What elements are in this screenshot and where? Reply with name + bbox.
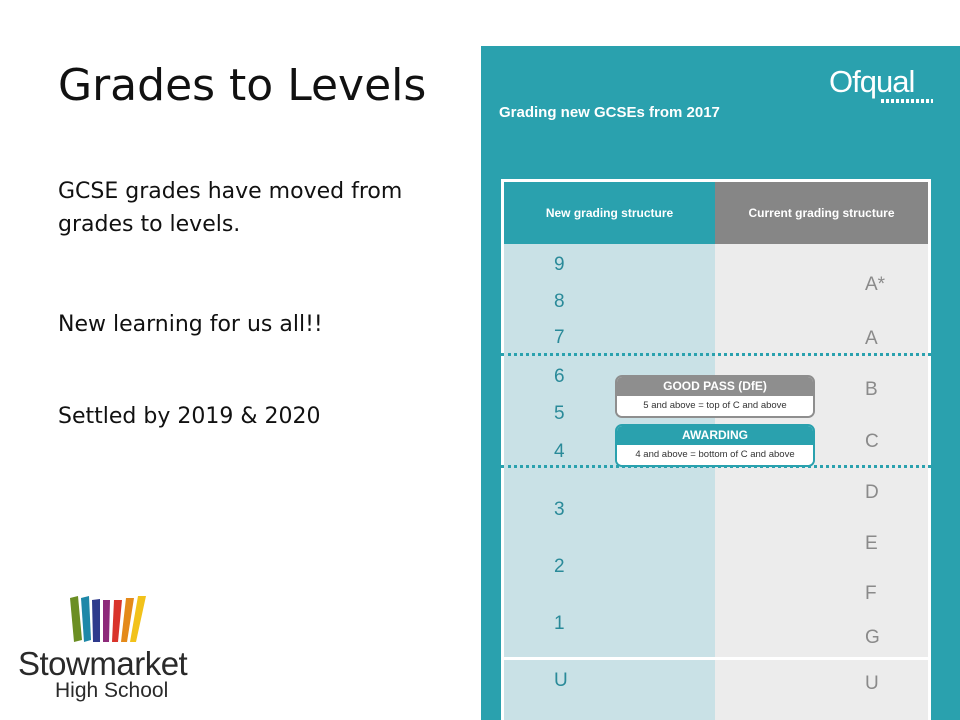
current-grade-a: A <box>865 328 878 349</box>
current-grade-u: U <box>865 673 879 694</box>
school-logo <box>18 590 218 710</box>
new-grade-6: 6 <box>554 366 565 387</box>
grade-7-boundary <box>501 353 931 356</box>
new-grade-3: 3 <box>554 499 565 520</box>
awarding-title: AWARDING <box>617 426 813 445</box>
ofqual-logo-dots <box>881 99 933 103</box>
current-grade-g: G <box>865 627 880 648</box>
current-grade-b: B <box>865 379 878 400</box>
new-grade-5: 5 <box>554 403 565 424</box>
u-grade-divider <box>501 657 931 660</box>
awarding-badge <box>615 424 815 467</box>
new-grade-4: 4 <box>554 441 565 462</box>
poster-title: Grading new GCSEs from 2017 <box>499 104 720 121</box>
current-grade-f: F <box>865 583 877 604</box>
good-pass-title: GOOD PASS (DfE) <box>617 377 813 396</box>
new-structure-header: New grading structure <box>504 182 715 244</box>
new-grade-7: 7 <box>554 327 565 348</box>
new-grade-9: 9 <box>554 254 565 275</box>
ofqual-poster <box>481 46 960 720</box>
grading-table <box>501 179 931 720</box>
awarding-text: 4 and above = bottom of C and above <box>617 445 813 465</box>
bullet-new-learning: New learning for us all!! <box>58 312 323 337</box>
current-structure-header: Current grading structure <box>715 182 928 244</box>
current-grade-e: E <box>865 533 878 554</box>
new-grade-8: 8 <box>554 291 565 312</box>
current-grade-d: D <box>865 482 879 503</box>
good-pass-text: 5 and above = top of C and above <box>617 396 813 416</box>
current-grade-c: C <box>865 431 879 452</box>
bullet-settled: Settled by 2019 & 2020 <box>58 404 321 429</box>
new-grade-2: 2 <box>554 556 565 577</box>
new-grade-1: 1 <box>554 613 565 634</box>
good-pass-badge <box>615 375 815 418</box>
logo-name: Stowmarket <box>18 645 188 682</box>
bullet-grades-moved: GCSE grades have moved from grades to levels. <box>58 179 403 237</box>
logo-subtitle: High School <box>55 679 169 702</box>
ofqual-logo: Ofqual <box>829 64 915 99</box>
new-grade-u: U <box>554 670 568 691</box>
book-stripes-icon <box>18 590 218 650</box>
current-grade-a-star: A* <box>865 274 886 295</box>
slide-title: Grades to Levels <box>58 60 427 111</box>
